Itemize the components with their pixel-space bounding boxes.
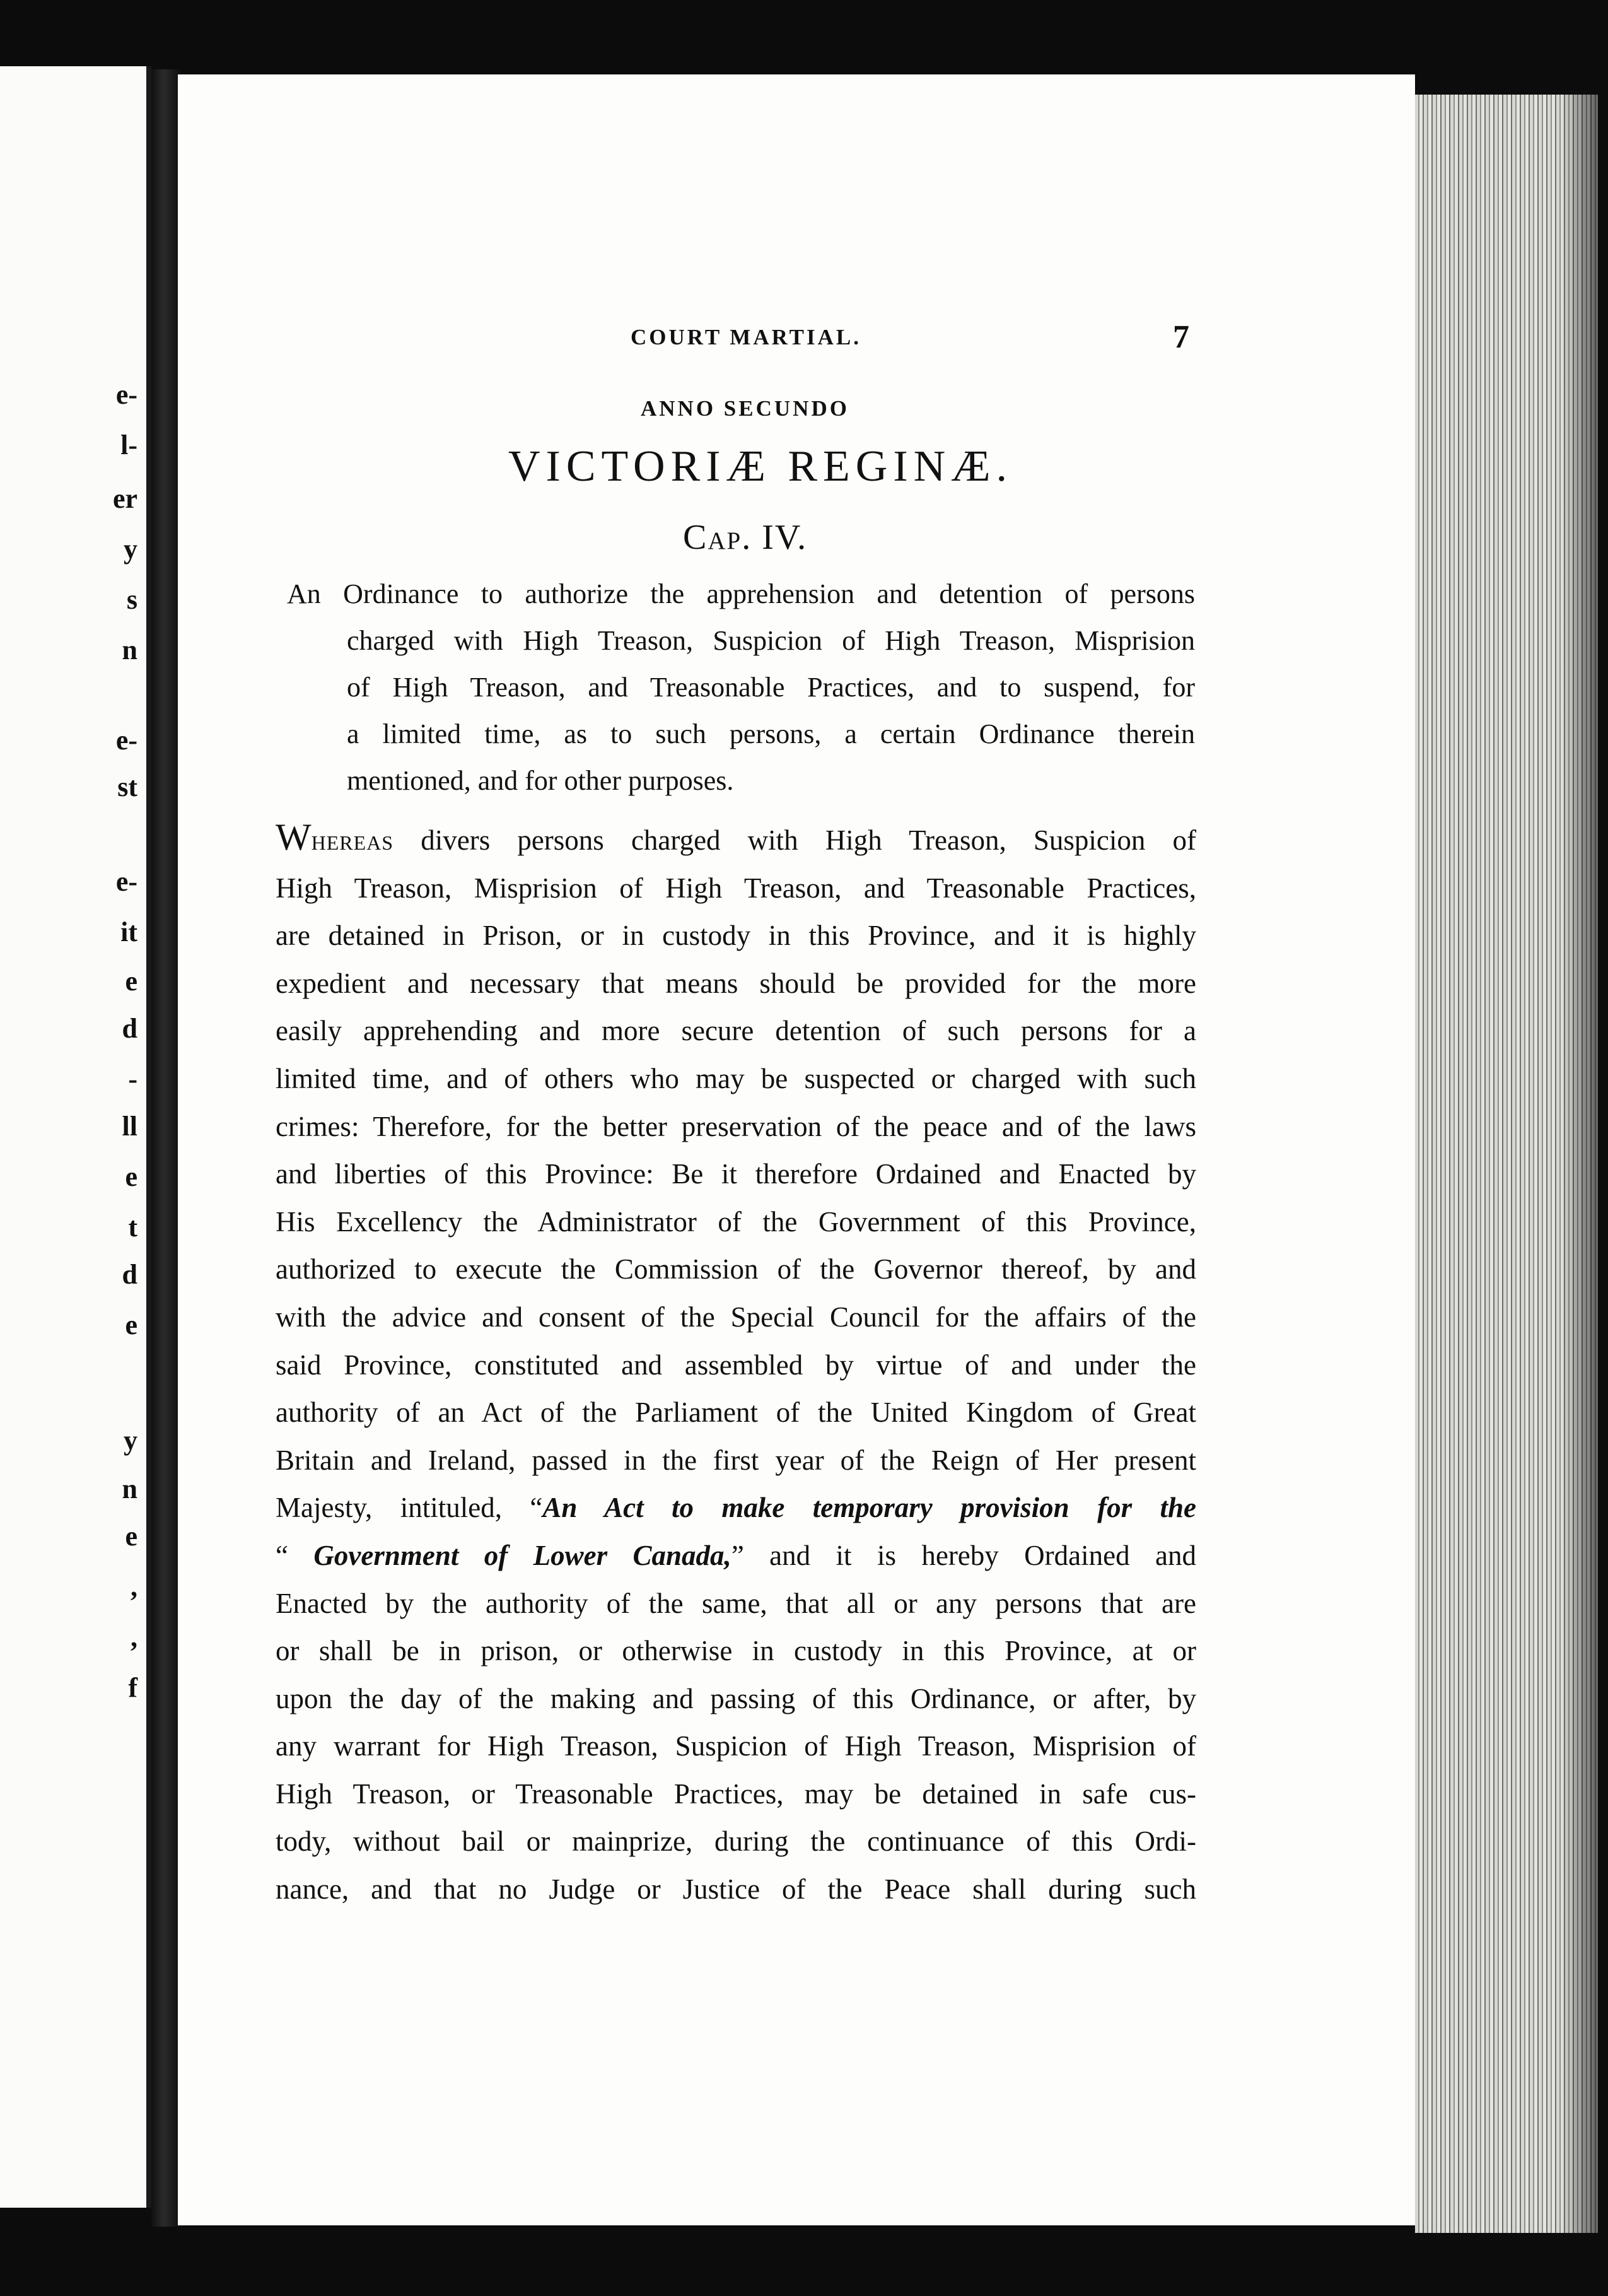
title-line: a limited time, as to such persons, a certain Ordinance therein: [347, 718, 1195, 749]
page-edges: [1415, 95, 1598, 2233]
body-line: crimes: Therefore, for the better preservation of the peace and of the laws: [276, 1110, 1196, 1142]
facing-page-fragment: e: [125, 1521, 137, 1552]
title-line: An Ordinance to authorize the apprehension and detention of persons: [287, 578, 1195, 609]
reign-heading: VICTORIÆ REGINÆ.: [508, 442, 1013, 491]
facing-page-fragment: d: [122, 1013, 137, 1044]
chapter-heading: Cap. IV.: [683, 518, 808, 557]
body-line: any warrant for High Treason, Suspicion of High Treason, Misprision of: [276, 1730, 1196, 1762]
facing-page-fragment: e-: [115, 725, 137, 756]
anno-heading: ANNO SECUNDO: [641, 396, 849, 421]
facing-page-fragment: st: [117, 771, 137, 802]
facing-page-fragment: e: [125, 966, 137, 997]
body-line: or shall be in prison, or otherwise in custody in this Province, at or: [276, 1635, 1196, 1667]
facing-page-fragment: it: [120, 917, 137, 947]
body-line: Britain and Ireland, passed in the first year of the Reign of Her present: [276, 1444, 1196, 1476]
drop-initial: W: [276, 816, 312, 858]
body-line: expedient and necessary that means should be provided for the more: [276, 967, 1196, 999]
body-line: upon the day of the making and passing of this Ordinance, or after, by: [276, 1682, 1196, 1714]
facing-page-fragment: n: [122, 635, 137, 665]
facing-page-fragment: y: [124, 534, 137, 565]
body-line: authorized to execute the Commission of the Governor thereof, by and: [276, 1253, 1196, 1286]
body-line: [276, 814, 1196, 865]
running-head: COURT MARTIAL.: [631, 325, 861, 349]
body-line: said Province, constituted and assembled by virtue of and under the: [276, 1349, 1196, 1381]
body-line: High Treason, or Treasonable Practices, may be detained in safe cus-: [276, 1778, 1196, 1810]
facing-page-fragment: t: [128, 1212, 137, 1243]
body-line: [276, 1532, 1196, 1580]
facing-page-fragment: ll: [122, 1111, 137, 1142]
facing-page-fragment: y: [124, 1425, 137, 1456]
facing-page-fragment: n: [122, 1473, 137, 1504]
title-line: of High Treason, and Treasonable Practices, and to suspend, for: [347, 672, 1195, 703]
facing-page-fragment: e: [125, 1161, 137, 1192]
facing-page: [0, 66, 151, 2208]
first-word-rest: hereas: [311, 824, 394, 856]
body-line: High Treason, Misprision of High Treason, and Treasonable Practices,: [276, 872, 1196, 904]
body-line: tody, without bail or mainprize, during the continuance of this Ordi-: [276, 1825, 1196, 1858]
ordinance-body: [276, 814, 1196, 1914]
facing-page-fragment: ,: [131, 1571, 137, 1602]
facing-page-fragment: e-: [115, 866, 137, 897]
majesty-suffix: ” and it is hereby Ordained and: [731, 1539, 1196, 1571]
facing-page-fragment: s: [126, 584, 137, 615]
facing-page-fragment: l-: [120, 430, 137, 460]
body-line: with the advice and consent of the Special Council for the affairs of the: [276, 1301, 1196, 1333]
title-line: charged with High Treason, Suspicion of High Treason, Misprision: [347, 625, 1195, 656]
body-line: easily apprehending and more secure detention of such persons for a: [276, 1015, 1196, 1047]
body-line: Enacted by the authority of the same, that all or any persons that are: [276, 1587, 1196, 1619]
facing-page-fragment: -: [128, 1063, 137, 1094]
facing-page-fragment: d: [122, 1259, 137, 1290]
facing-page-fragment: ,: [131, 1622, 137, 1653]
facing-page-fragment: e: [125, 1309, 137, 1340]
body-line: are detained in Prison, or in custody in this Province, and it is highly: [276, 920, 1196, 952]
facing-page-fragment: er: [112, 483, 137, 514]
majesty-prefix: Majesty, intituled, “: [276, 1492, 543, 1524]
body-line: and liberties of this Province: Be it therefore Ordained and Enacted by: [276, 1158, 1196, 1190]
body-line: [276, 1484, 1196, 1532]
body-line-text: divers persons charged with High Treason, Suspicion of: [393, 824, 1196, 856]
facing-page-fragment: f: [128, 1672, 137, 1703]
facing-page-fragment: e-: [115, 379, 137, 410]
book-gutter: [151, 69, 182, 2227]
body-line: His Excellency the Administrator of the Government of this Province,: [276, 1205, 1196, 1238]
act-title: Government of Lower Canada,: [313, 1539, 731, 1571]
act-title: An Act to make temporary provision for the: [542, 1492, 1196, 1524]
ordinance-title: [287, 571, 1195, 804]
body-line: limited time, and of others who may be suspected or charged with such: [276, 1062, 1196, 1094]
title-line: mentioned, and for other purposes.: [347, 765, 734, 796]
quote-open: “: [276, 1539, 314, 1571]
body-line: authority of an Act of the Parliament of the United Kingdom of Great: [276, 1397, 1196, 1429]
page-number: 7: [1173, 319, 1189, 355]
body-line: nance, and that no Judge or Justice of the Peace shall during such: [276, 1873, 1196, 1906]
